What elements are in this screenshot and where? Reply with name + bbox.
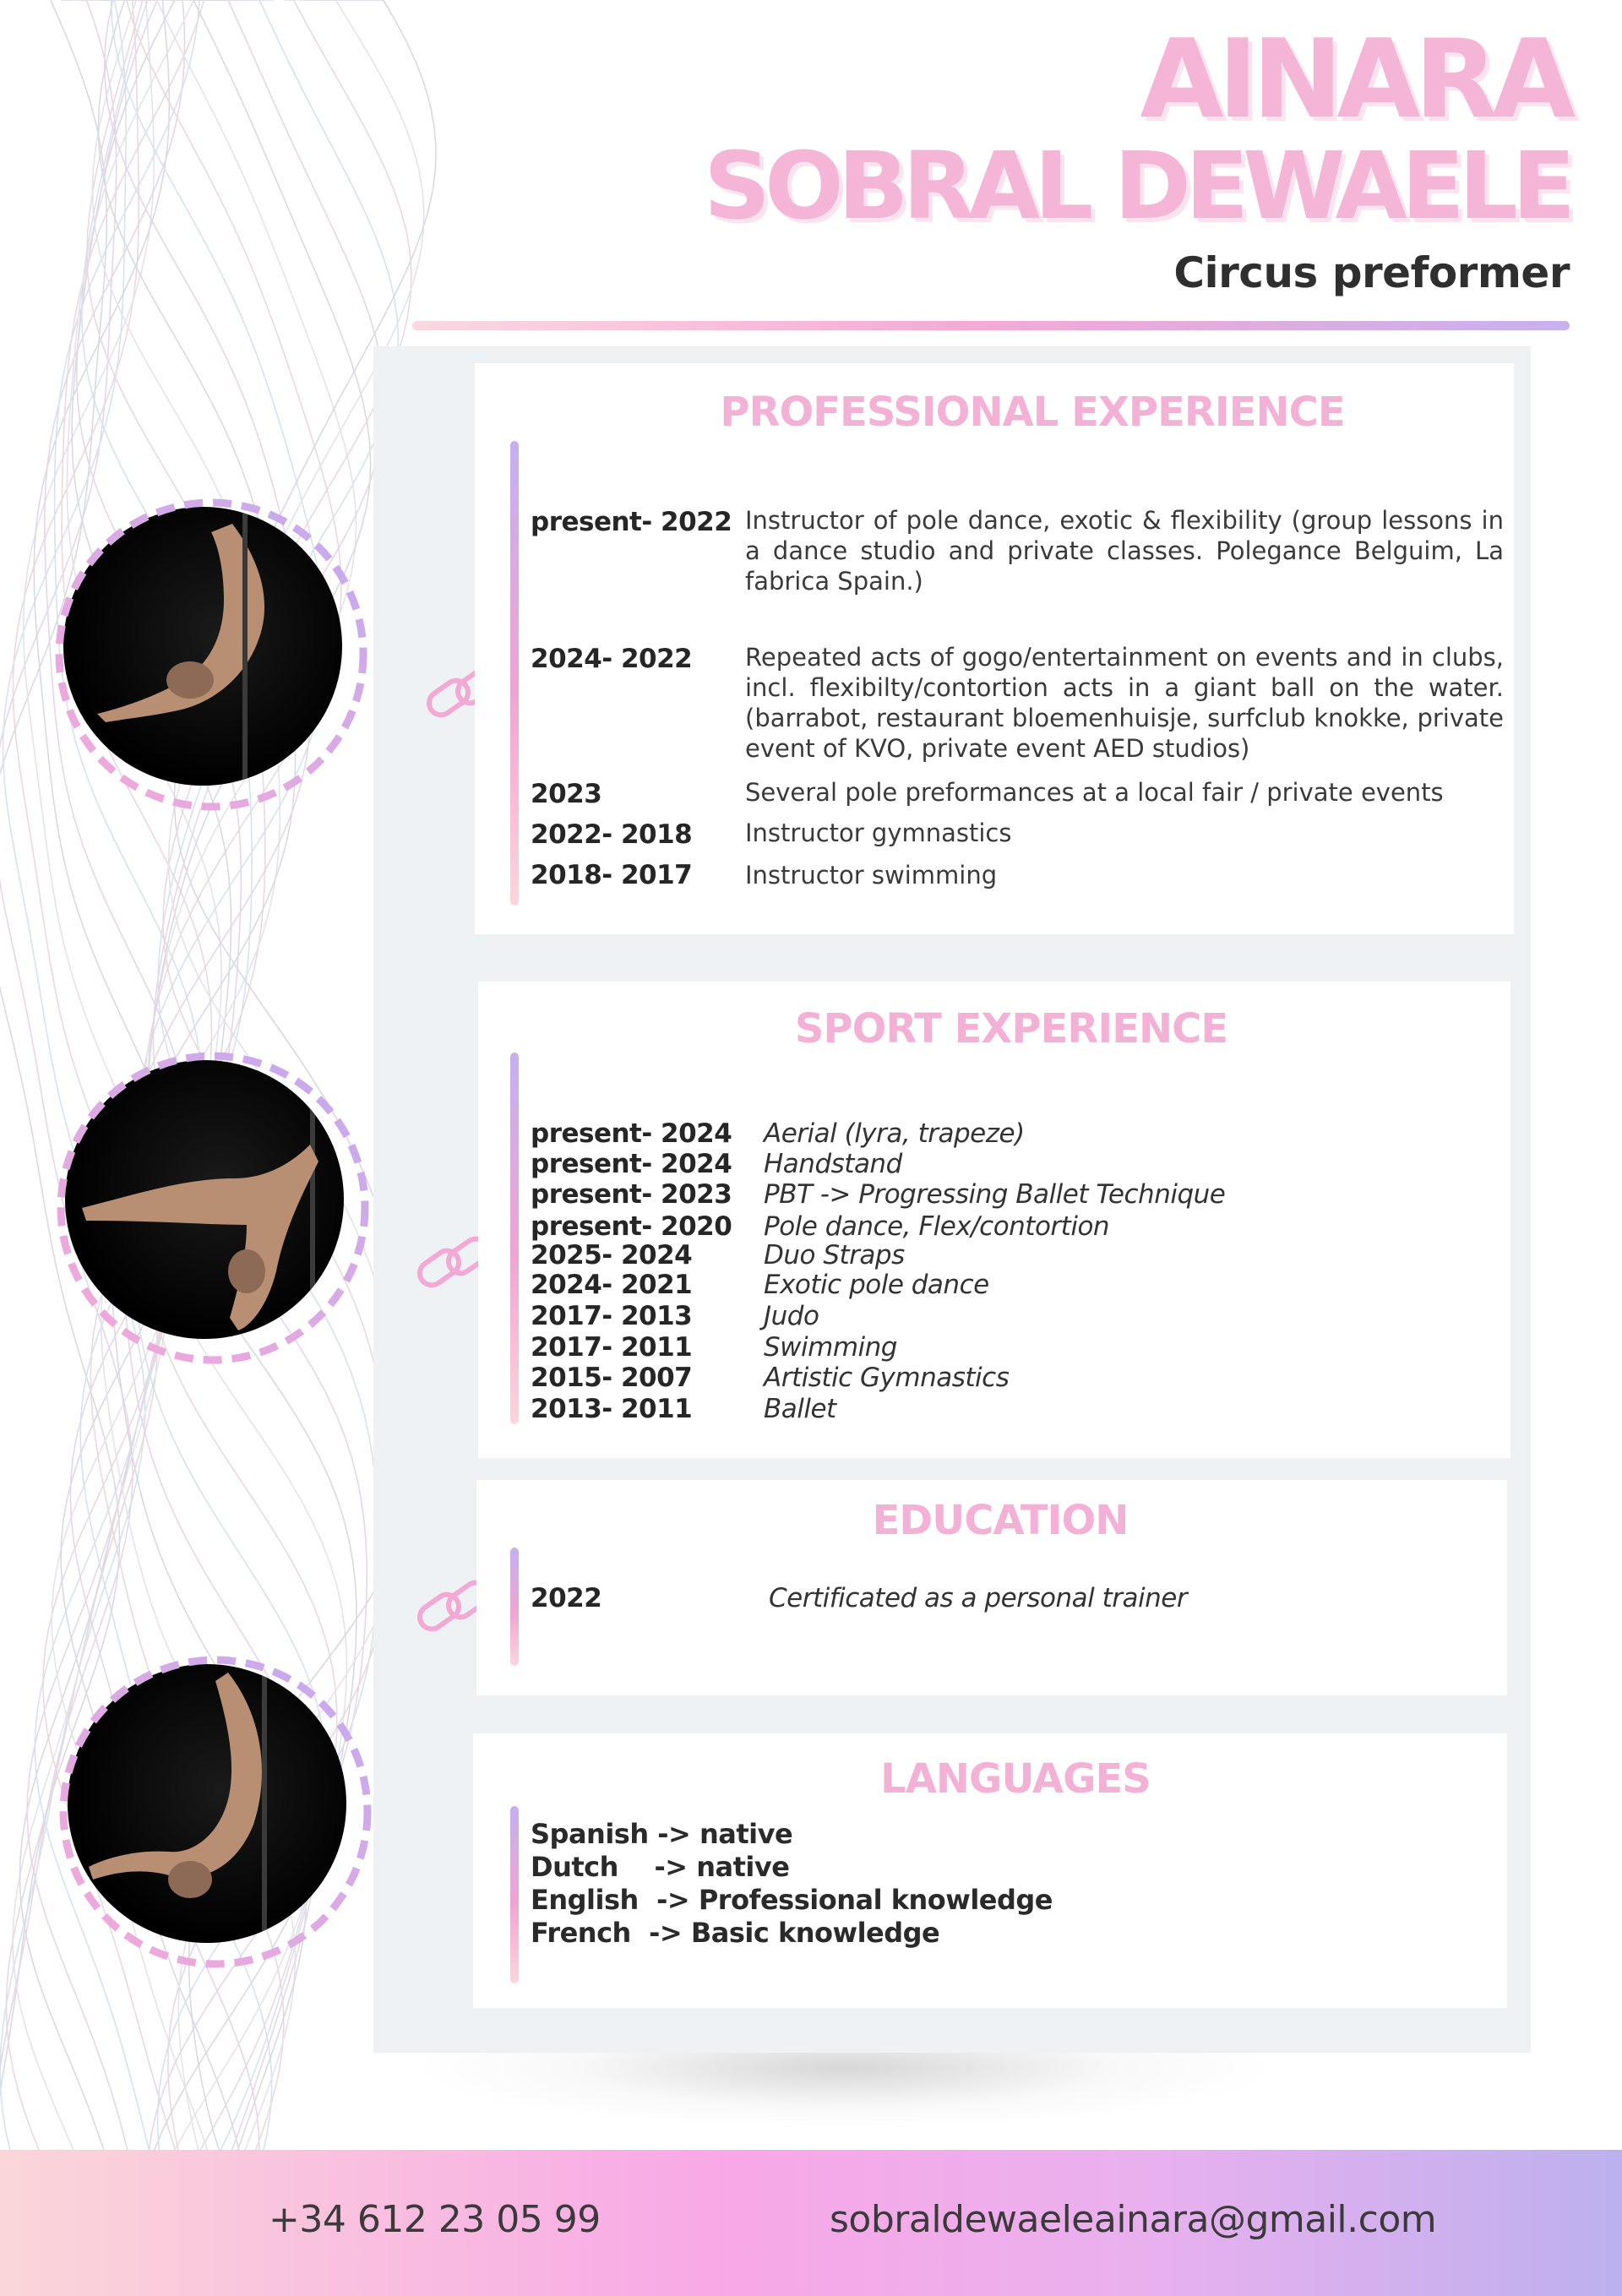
entry-description: Ballet: [764, 1394, 836, 1424]
timeline-bar: [510, 1806, 519, 1983]
entry-years: 2025- 2024: [531, 1240, 693, 1270]
timeline-bar: [510, 441, 519, 906]
entry-years: 2024- 2022: [531, 644, 693, 674]
section-title: EDUCATION: [872, 1497, 1129, 1544]
entry-years: 2024- 2021: [531, 1270, 693, 1300]
entry-description: Repeated acts of gogo/entertainment on events and in clubs, incl. flexibilty/contortion acts in a giant ball on the water.(barrabot, restaurant bloemenhuisje, surfclub knokke, private event of KVO, private event AED studios): [745, 643, 1504, 763]
entry-years: present- 2020: [531, 1211, 732, 1242]
panel-shadow: [422, 2053, 1267, 2129]
name-first: AINARA: [1140, 17, 1570, 143]
entry-years: present- 2022: [531, 507, 732, 537]
entry-description: PBT -> Progressing Ballet Technique: [764, 1179, 1226, 1210]
languages-card: [473, 1733, 1507, 2008]
timeline-bar: [510, 1548, 519, 1666]
section-title: PROFESSIONAL EXPERIENCE: [720, 389, 1345, 436]
entry-description: Aerial (lyra, trapeze): [764, 1118, 1025, 1149]
language-item: French -> Basic knowledge: [531, 1917, 940, 1949]
entry-description: Pole dance, Flex/contortion: [764, 1211, 1110, 1242]
entry-description: Duo Straps: [764, 1240, 905, 1270]
section-title: SPORT EXPERIENCE: [794, 1005, 1228, 1053]
entry-years: present- 2023: [531, 1179, 732, 1210]
email-address[interactable]: sobraldewaeleainara@gmail.com: [830, 2198, 1437, 2241]
language-item: Spanish -> native: [531, 1818, 793, 1850]
phone-number[interactable]: +34 612 23 05 99: [269, 2198, 601, 2241]
entry-description: Swimming: [764, 1332, 897, 1363]
entry-years: 2022- 2018: [531, 819, 693, 850]
entry-years: 2017- 2011: [531, 1332, 693, 1363]
entry-description: Artistic Gymnastics: [764, 1363, 1010, 1393]
entry-description: Instructor gymnastics: [745, 819, 1012, 847]
entry-years: 2015- 2007: [531, 1363, 693, 1393]
entry-years: present- 2024: [531, 1118, 732, 1149]
timeline-bar: [510, 1053, 519, 1424]
entry-description: Instructor swimming: [745, 861, 998, 890]
entry-description: Instructor of pole dance, exotic & flexibility (group lessons in a dance studio and private classes. Polegance Belguim, La fabrica Spain.): [745, 506, 1504, 596]
education-card: [476, 1480, 1507, 1695]
name-last: SOBRAL DEWAELE: [703, 132, 1570, 240]
entry-description: Judo: [764, 1301, 819, 1331]
photo-ring-2: [48, 1043, 378, 1373]
entry-years: present- 2024: [531, 1149, 732, 1179]
section-title: LANGUAGES: [880, 1755, 1151, 1803]
header-divider: [412, 321, 1570, 330]
professional-experience-card: [475, 363, 1514, 934]
entry-years: 2023: [531, 779, 602, 809]
entry-years: 2022: [531, 1583, 602, 1613]
entry-years: 2017- 2013: [531, 1301, 693, 1331]
photo-ring-1: [46, 490, 376, 819]
entry-description: Several pole preformances at a local fair / private events: [745, 778, 1444, 807]
entry-years: 2013- 2011: [531, 1394, 693, 1424]
job-title: Circus preformer: [1173, 248, 1570, 297]
photo-ring-3: [51, 1647, 380, 1977]
entry-description: Exotic pole dance: [764, 1270, 989, 1300]
entry-description: Handstand: [764, 1149, 902, 1179]
language-item: English -> Professional knowledge: [531, 1884, 1053, 1916]
language-item: Dutch -> native: [531, 1851, 790, 1883]
entry-years: 2018- 2017: [531, 860, 693, 890]
sport-experience-card: [478, 982, 1510, 1458]
entry-description: Certificated as a personal trainer: [769, 1583, 1188, 1613]
